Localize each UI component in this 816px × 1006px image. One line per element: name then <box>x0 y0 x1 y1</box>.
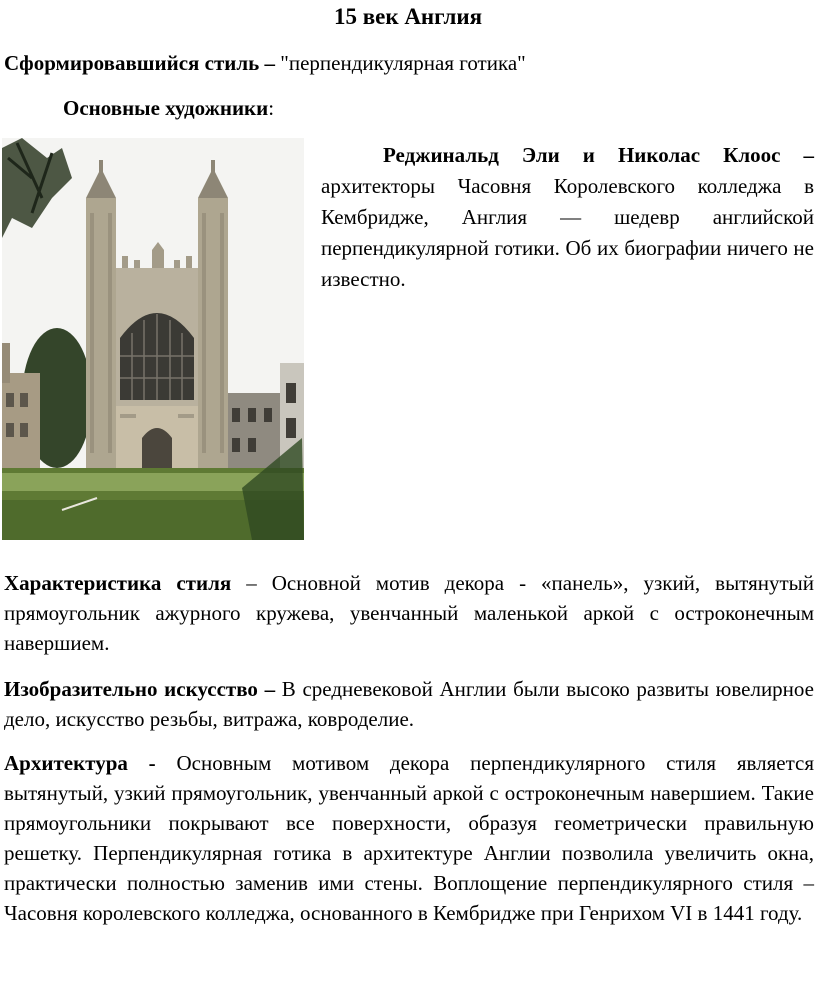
section-label: Изобразительно искусство – <box>4 677 276 701</box>
style-label: Сформировавшийся стиль – <box>4 51 276 75</box>
kings-college-chapel-photo <box>2 138 304 540</box>
style-value: "перпендикулярная готика" <box>280 51 526 75</box>
section-text: – Основной мотив декора - «панель», узкий, вытянутый прямоугольник ажурного кружева, увенчанный маленькой аркой с остроконечным навершием. <box>4 571 815 655</box>
section-style-characteristics <box>4 568 814 658</box>
artists-heading-suffix: : <box>268 96 275 120</box>
artists-heading-label: Основные художники <box>63 96 269 120</box>
section-text: В средневековой Англии были высоко развиты ювелирное дело, искусство резьбы, витража, ковроделие. <box>4 677 814 731</box>
section-label: Архитектура - <box>4 751 156 775</box>
section-text: Основным мотивом декора перпендикулярного стиля является вытянутый, узкий прямоугольник, увенчанный аркой с остроконечным навершием. Такие прямоугольники покрывают все поверхности, образуя геометрически правильную решетку. Перпендикулярная готика в архитектуре Англии позволила увеличить окна, практически полностью заменив ими стены. Воплощение перпендикулярного стиля – Часовня королевского колледжа, основанного в Кембридже при Генрихом VI в 1441 году. <box>4 751 815 925</box>
page-title: 15 век Англия <box>333 4 483 29</box>
architects-bio <box>321 140 814 295</box>
section-architecture <box>4 748 814 928</box>
architect-names: Реджинальд Эли и Николас Клоос – <box>383 143 814 167</box>
section-label: Характеристика стиля <box>4 571 232 595</box>
section-fine-art <box>4 674 814 734</box>
chapel-illustration <box>2 138 304 540</box>
architects-bio-text: архитекторы Часовня Королевского колледжа в Кембридже, Англия — шедевр английской перпендикулярной готики. Об их биографии ничего не известно. <box>321 174 814 291</box>
style-line <box>4 48 526 78</box>
artists-heading <box>63 93 274 123</box>
